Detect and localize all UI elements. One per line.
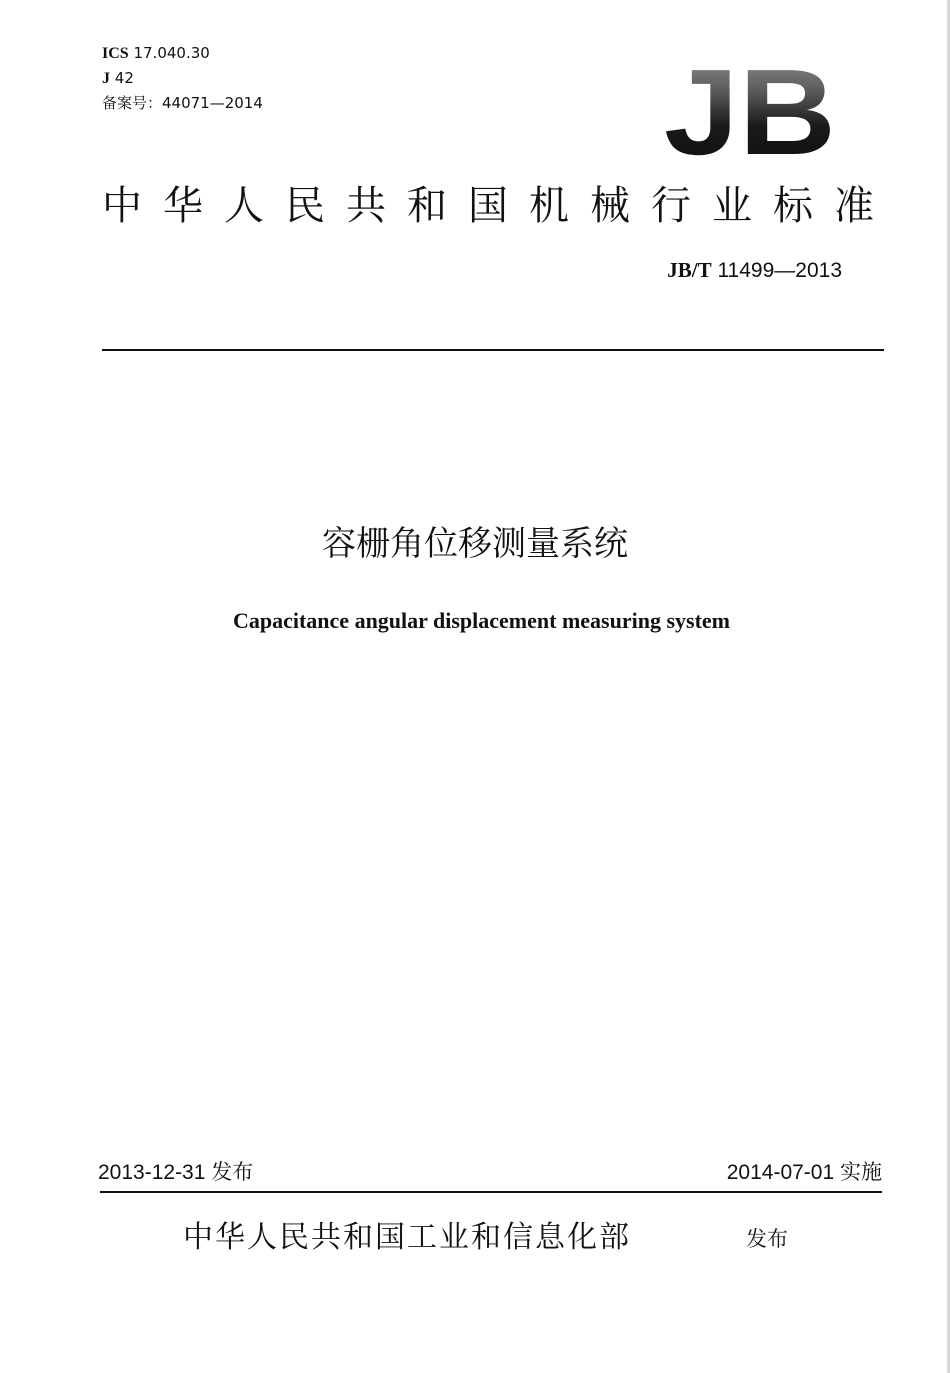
bottom-divider (100, 1191, 882, 1193)
jb-logo-text: JB (664, 58, 836, 158)
classification-value: 42 (114, 69, 134, 87)
issuing-authority: 中华人民共和国工业和信息化部 (183, 1220, 631, 1255)
issue-date: 2013-12-31 发布 (98, 1161, 254, 1184)
standard-number (667, 257, 842, 284)
classification-code (102, 69, 134, 88)
standard-category-title: 中华人民共和国机械行业标准 (102, 183, 895, 229)
ics-code (102, 44, 210, 63)
ics-value: 17.040.30 (133, 44, 210, 62)
standard-number-value: 11499—2013 (717, 259, 842, 282)
document-title-english: Capacitance angular displacement measuring system (232, 608, 731, 633)
classification-letter: J (102, 70, 110, 87)
jb-logo (660, 58, 840, 158)
issuing-authority-suffix: 发布 (746, 1227, 788, 1251)
implementation-date: 2014-07-01 实施 (726, 1161, 882, 1184)
standard-number-prefix: JB/T (667, 258, 712, 282)
top-divider (102, 349, 884, 351)
ics-label: ICS (102, 45, 129, 62)
registration-number: 备案号：44071—2014 (102, 94, 263, 112)
document-title-chinese: 容栅角位移测量系统 (322, 524, 628, 564)
